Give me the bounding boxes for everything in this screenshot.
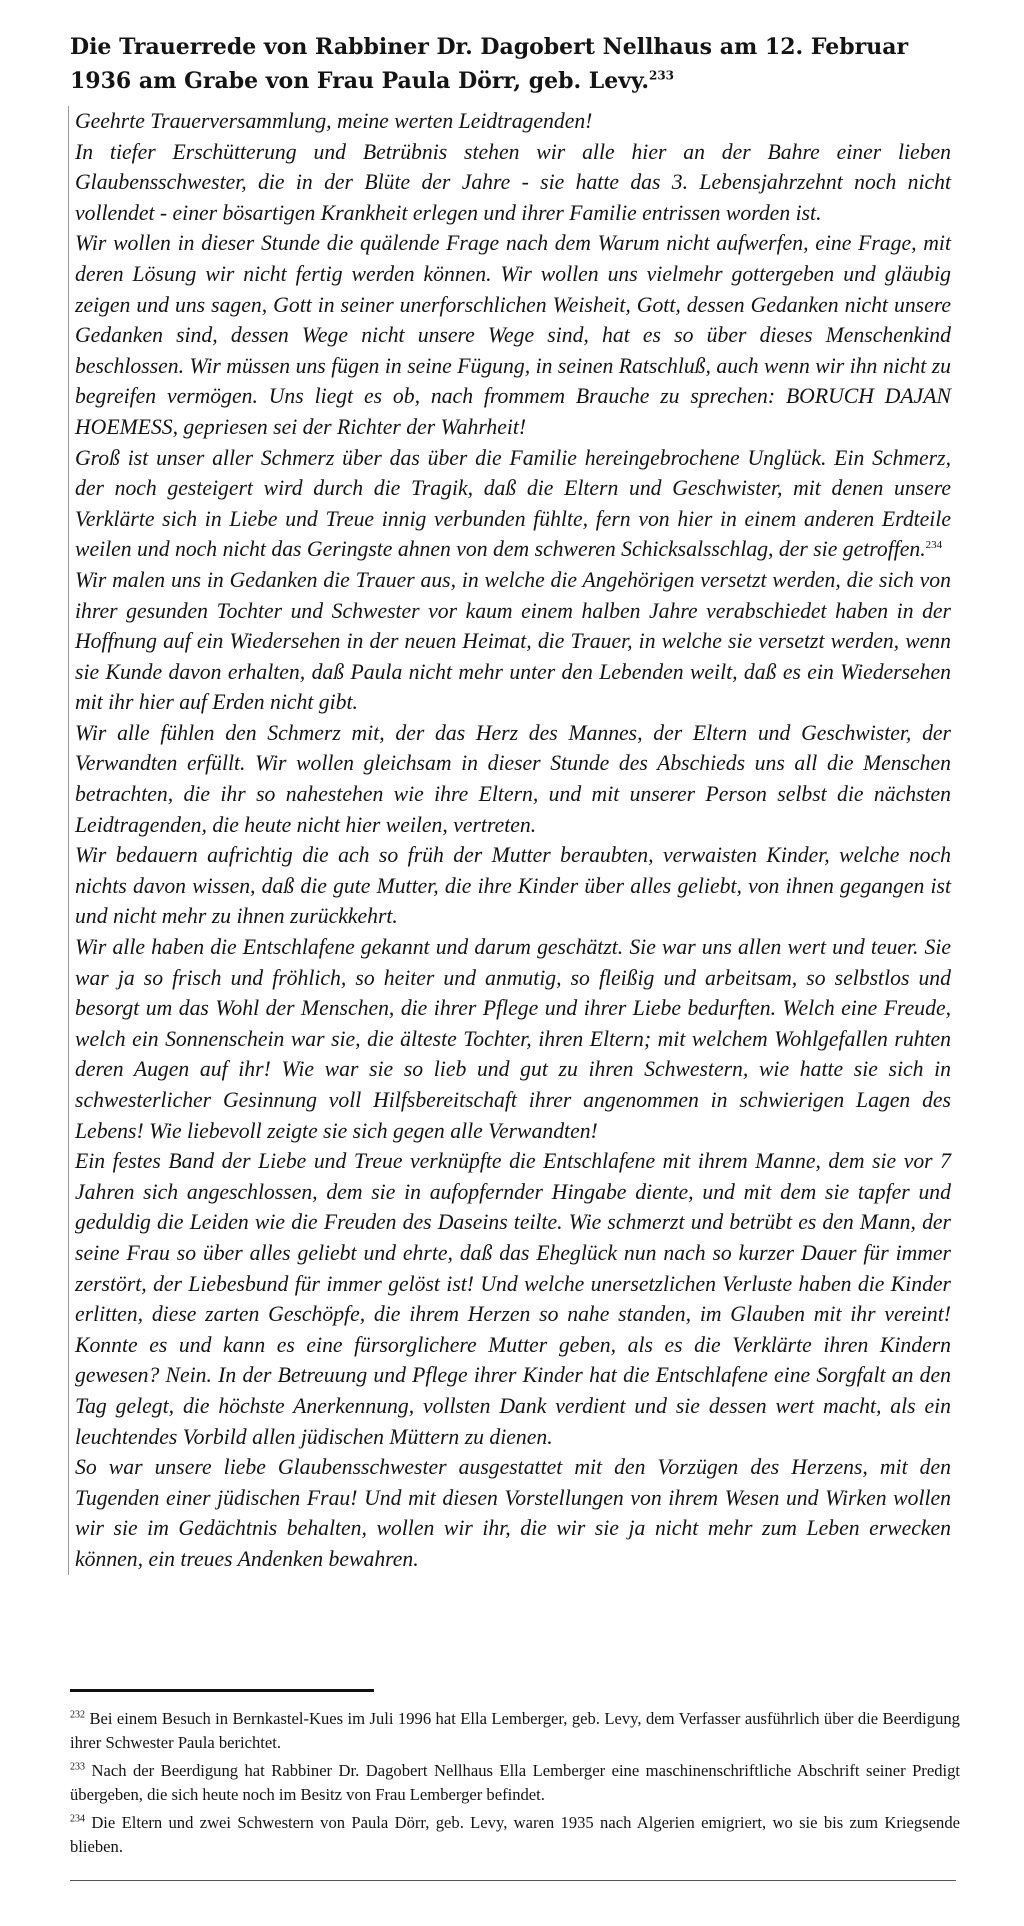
- footnote-separator: [70, 1689, 374, 1692]
- speech-paragraph-2: In tiefer Erschütterung und Betrübnis stehen wir alle hier an der Bahre einer lieben Glaubensschwester, die in der Blüte der Jahre - sie hatte das 3. Lebensjahrzehnt noch nicht vollendet - einer bösartigen Krankheit erlegen und ihrer Familie entrissen worden ist.: [75, 139, 951, 225]
- footnote-number: 232: [70, 1709, 85, 1721]
- footnote-text: Bei einem Besuch in Bernkastel-Kues im Juli 1996 hat Ella Lemberger, geb. Levy, dem Verfasser ausführlich über die Beerdigung ihrer Schwester Paula berichtet.: [70, 1709, 960, 1752]
- speech-paragraph-3: [75, 228, 951, 442]
- speech-paragraph-8: Wir alle haben die Entschlafene gekannt und darum geschätzt. Sie war uns allen wert und teuer. Sie war ja so frisch und fröhlich, so heiter und anmutig, so fleißig und arbeitsam, so selbstlos und besorgt um das Wohl der Menschen, die ihrer Pflege und ihrer Liebe bedurften. Welch eine Freude, welch ein Sonnenschein war sie, die älteste Tochter, ihren Eltern; mit welchem Wohlgefallen ruhten deren Augen auf ihr! Wie war sie so lieb und gut zu ihren Schwestern, wie hatte sie sich in schwesterlicher Gesinnung voll Hilfsbereitschaft ihrer angenommen in schwierigen Lagen des Lebens! Wie liebevoll zeigte sie sich gegen alle Verwandten!: [75, 935, 951, 1143]
- speech-paragraph-9: Ein festes Band der Liebe und Treue verknüpfte die Entschlafene mit ihrem Manne, dem sie vor 7 Jahren sich angeschlossen, dem sie in aufopfernder Hingabe diente, und mit dem sie tapfer und geduldig die Leiden wie die Freuden des Daseins teilte. Wie schmerzt und betrübt es den Mann, der seine Frau so über alles geliebt und ehrte, daß das Eheglück nun nach so kurzer Dauer für immer zerstört, der Liebesbund für immer gelöst ist! Und welche unersetzlichen Verluste haben die Kinder erlitten, diese zarten Geschöpfe, die ihrem Herzen so nahe standen, im Glauben mit ihr vereint! Konnte es und kann es eine fürsorglichere Mutter geben, als es die Verklärte ihren Kindern gewesen? Nein. In der Betreuung und Pflege ihrer Kinder hat die Entschlafene eine Sorgfalt an den Tag gelegt, die höchste Anerkennung, vollsten Dank verdient und sie dessen wert macht, als ein leuchtendes Vorbild allen jüdischen Müttern zu dienen.: [75, 1149, 951, 1449]
- speech-paragraph-3-end: , gepriesen sei der Richter der Wahrheit!: [172, 414, 527, 439]
- speech-text: [69, 106, 951, 1575]
- speech-paragraph-10: So war unsere liebe Glaubensschwester ausgestattet mit den Vorzügen des Herzens, mit den Tugenden einer jüdischen Frau! Und mit diesen Vorstellungen von ihrem Wesen und Wirken wollen wir sie im Gedächtnis behalten, wollen wir ihr, die wir sie ja nicht mehr zum Leben erwecken können, ein treues Andenken bewahren.: [75, 1455, 951, 1571]
- footnote-number: 234: [70, 1813, 85, 1825]
- speech-paragraph-4-text: Groß ist unser aller Schmerz über das über die Familie hereingebrochene Unglück. Ein Schmerz, der noch gesteigert wird durch die Tragik, daß die Eltern und Geschwister, mit denen unsere Verklärte sich in Liebe und Treue innig verbunden fühlte, fern von hier in einem anderen Erdteile weilen und noch nicht das Geringste ahnen von dem schweren Schicksalsschlag, der sie getroffen.: [75, 445, 951, 562]
- speech-block: [68, 106, 951, 1575]
- title-footnote-ref: 233: [648, 68, 675, 83]
- speech-paragraph-1: Geehrte Trauerversammlung, meine werten Leidtragenden!: [75, 109, 593, 133]
- footnote-ref-234: 234: [925, 539, 943, 552]
- speech-paragraph-5: Wir malen uns in Gedanken die Trauer aus, in welche die Angehörigen versetzt werden, die sich von ihrer gesunden Tochter und Schwester vor kaum einem halben Jahre verabschiedet haben in der Hoffnung auf ein Wiedersehen in der neuen Heimat, die Trauer, in welche sie versetzt werden, wenn sie Kunde davon erhalten, daß Paula nicht mehr unter den Lebenden weilt, daß es ein Wiedersehen mit ihr hier auf Erden nicht gibt.: [75, 567, 951, 715]
- footnote-text: Die Eltern und zwei Schwestern von Paula Dörr, geb. Levy, waren 1935 nach Algerien emigriert, wo sie bis zum Kriegsende blieben.: [70, 1813, 960, 1856]
- footnote-232: [70, 1707, 960, 1755]
- title-text: Die Trauerrede von Rabbiner Dr. Dagobert Nellhaus am 12. Februar 1936 am Grabe von Frau Paula Dörr, geb. Levy.: [70, 34, 909, 94]
- speech-paragraph-7: Wir bedauern aufrichtig die ach so früh der Mutter beraubten, verwaisten Kinder, welche noch nichts davon wissen, daß die gute Mutter, die ihre Kinder über alles geliebt, von ihnen gegangen ist und nicht mehr zu ihnen zurückkehrt.: [75, 843, 951, 929]
- footnote-text: Nach der Beerdigung hat Rabbiner Dr. Dagobert Nellhaus Ella Lemberger eine maschinenschriftliche Abschrift seiner Predigt übergeben, die sich heute noch im Besitz von Frau Lemberger befindet.: [70, 1761, 961, 1804]
- footnote-number: 233: [70, 1761, 85, 1773]
- speech-paragraph-3-text: Wir wollen in dieser Stunde die quälende Frage nach dem Warum nicht aufwerfen, eine Frage, mit deren Lösung wir nicht fertig werden können. Wir wollen uns vielmehr gottergeben und gläubig zeigen und uns sagen, Gott in seiner unerforschlichen Weisheit, Gott, dessen Gedanken nicht unsere Gedanken sind, dessen Wege nicht unsere Wege sind, hat es so über dieses Menschenkind beschlossen. Wir müssen uns fügen in seine Fügung, in seinen Ratschluß, auch wenn wir ihn nicht zu begreifen vermögen. Uns liegt es ob, nach frommem Brauche zu sprechen:: [75, 231, 951, 409]
- bottom-rule: [70, 1880, 956, 1881]
- speech-paragraph-4: [75, 443, 951, 565]
- footnotes: [70, 1707, 960, 1863]
- page-title: [70, 30, 960, 98]
- speech-paragraph-6: Wir alle fühlen den Schmerz mit, der das Herz des Mannes, der Eltern und Geschwister, der Verwandten erfüllt. Wir wollen gleichsam in dieser Stunde des Abschieds uns all die Menschen betrachten, die ihr so nahestehen wie ihre Eltern, und mit unserer Person selbst die nächsten Leidtragenden, die heute nicht hier weilen, vertreten.: [75, 720, 951, 837]
- prayer-formula: BORUCH DAJAN HOEMESS: [75, 384, 951, 439]
- footnote-233: [70, 1759, 960, 1807]
- footnote-234: [70, 1811, 960, 1859]
